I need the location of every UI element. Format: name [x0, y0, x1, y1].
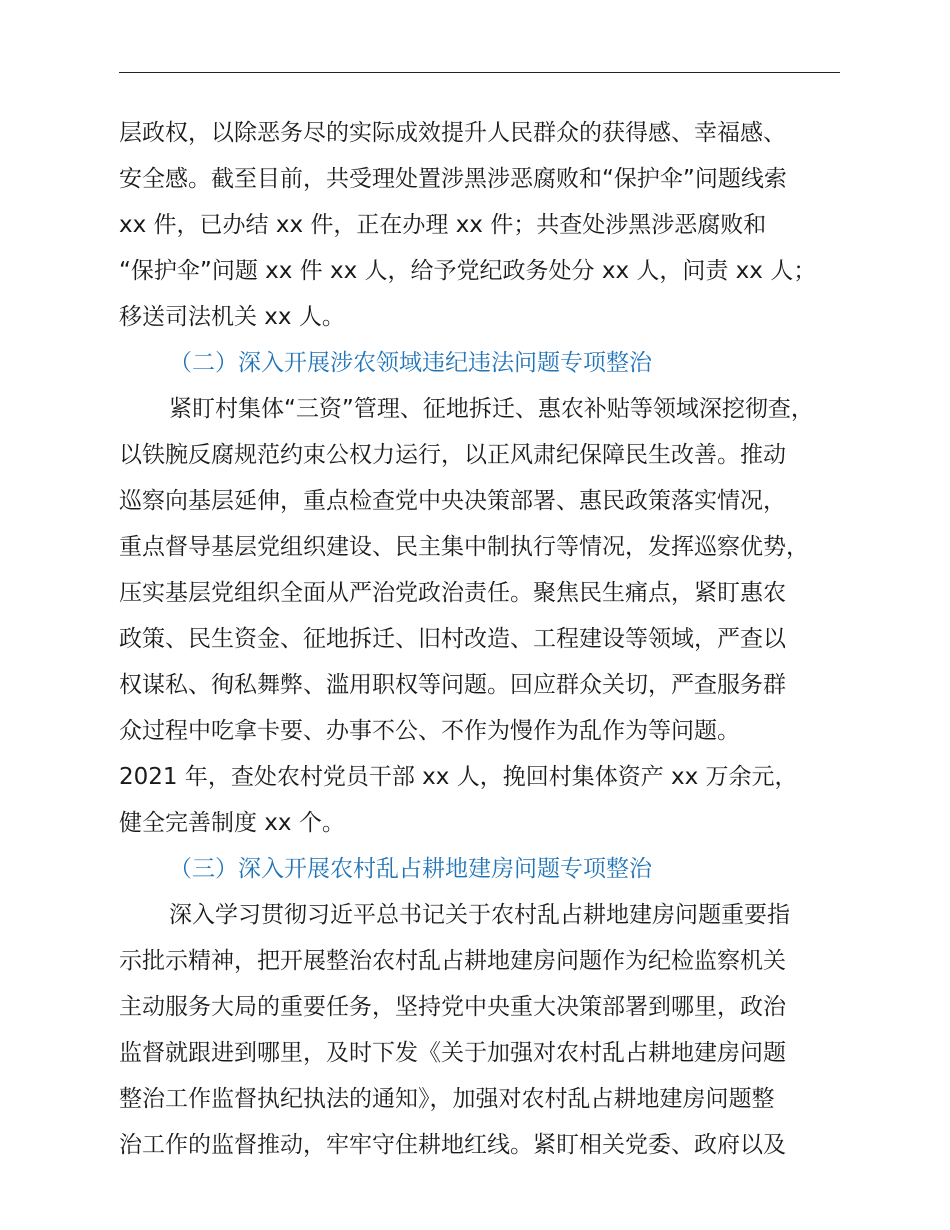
- paragraph-line: 众过程中吃拿卡要、办事不公、不作为慢作为乱作为等问题。: [119, 718, 740, 744]
- paragraph-line: xx 件，已办结 xx 件，正在办理 xx 件；共查处涉黑涉恶腐败和: [119, 212, 767, 238]
- paragraph-line: 安全感。截至目前，共受理处置涉黑涉恶腐败和“保护伞”问题线索: [119, 166, 787, 192]
- paragraph-line: 巡察向基层延伸，重点检查党中央决策部署、惠民政策落实情况，: [119, 488, 786, 514]
- paragraph-line: 层政权，以除恶务尽的实际成效提升人民群众的获得感、幸福感、: [119, 120, 786, 146]
- paragraph-line: 重点督导基层党组织建设、民主集中制执行等情况，发挥巡察优势，: [119, 534, 809, 560]
- paragraph-line: 紧盯村集体“三资”管理、征地拆迁、惠农补贴等领域深挖彻查，: [169, 396, 814, 422]
- paragraph-line: 政策、民生资金、征地拆迁、旧村改造、工程建设等领域，严查以: [119, 626, 786, 652]
- section-heading: （三）深入开展农村乱占耕地建房问题专项整治: [169, 856, 652, 882]
- paragraph-line: 2021 年，查处农村党员干部 xx 人，挽回村集体资产 xx 万余元，: [119, 764, 798, 790]
- paragraph-line: 健全完善制度 xx 个。: [119, 810, 345, 836]
- paragraph-line: 监督就跟进到哪里，及时下发《关于加强对农村乱占耕地建房问题: [119, 1040, 786, 1066]
- paragraph-line: 权谋私、徇私舞弊、滥用职权等问题。回应群众关切，严查服务群: [119, 672, 786, 698]
- paragraph-line: 整治工作监督执纪执法的通知》，加强对农村乱占耕地建房问题整: [119, 1086, 775, 1112]
- paragraph-line: 主动服务大局的重要任务，坚持党中央重大决策部署到哪里，政治: [119, 994, 786, 1020]
- paragraph-line: 移送司法机关 xx 人。: [119, 304, 345, 330]
- paragraph-line: 示批示精神，把开展整治农村乱占耕地建房问题作为纪检监察机关: [119, 948, 786, 974]
- header-rule: [119, 72, 840, 73]
- section-heading: （二）深入开展涉农领域违纪违法问题专项整治: [169, 350, 652, 376]
- paragraph-line: “保护伞”问题 xx 件 xx 人，给予党纪政务处分 xx 人，问责 xx 人；: [119, 258, 817, 284]
- paragraph-line: 压实基层党组织全面从严治党政治责任。聚焦民生痛点，紧盯惠农: [119, 580, 786, 606]
- paragraph-line: 深入学习贯彻习近平总书记关于农村乱占耕地建房问题重要指: [169, 902, 790, 928]
- document-body: [119, 110, 849, 1168]
- paragraph-line: 治工作的监督推动，牢牢守住耕地红线。紧盯相关党委、政府以及: [119, 1132, 786, 1158]
- paragraph-line: 以铁腕反腐规范约束公权力运行，以正风肃纪保障民生改善。推动: [119, 442, 786, 468]
